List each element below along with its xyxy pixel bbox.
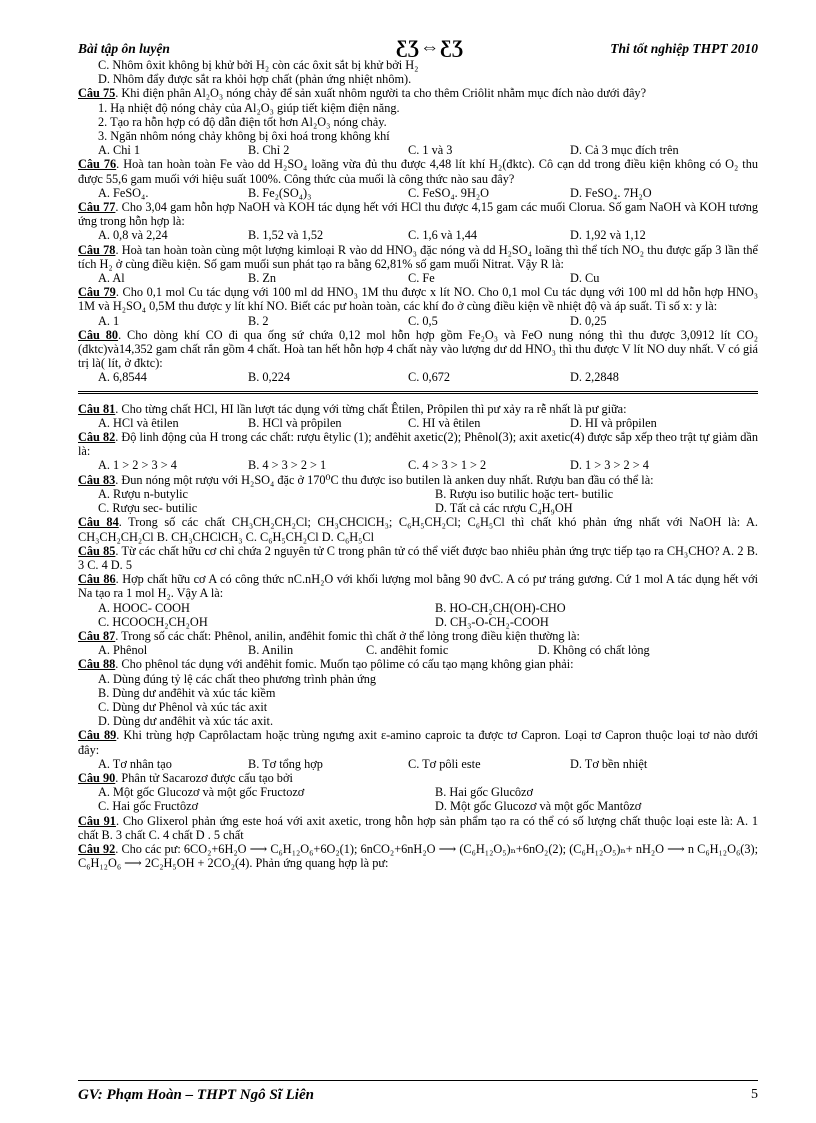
question-81: Câu 81. Cho từng chất HCl, HI lần lượt tác dụng với từng chất Êtilen, Prôpilen thì pư xảy ra rễ nhất là pư giữa:: [78, 401, 627, 416]
question-88: Câu 88. Cho phênol tác dụng với anđêhit fomic. Muốn tạo pôlime có cấu tạo mạng không gian phải:: [78, 657, 574, 672]
answer-row: A. 1 B. 2 C. 0,5 D. 0,25: [98, 313, 607, 328]
text-line: C. Nhôm ôxit không bị khử bởi H₂ còn các ôxit sắt bị khử bởi H₂: [98, 58, 419, 72]
answer-row: A. Tơ nhân tạo B. Tơ tổng hợp C. Tơ pôli este D. Tơ bền nhiệt: [98, 756, 648, 771]
question-89: Câu 89. Khi trùng hợp Caprôlactam hoặc trùng ngưng axit ε-amino caproic ta được tơ Capron. Loại tơ Capron thuộc loại tơ nào dưới đây:: [78, 728, 759, 757]
answer-row: A. Phênol B. Anilin C. anđêhit fomic D. Không có chất lỏng: [98, 643, 650, 658]
answer-row: A. Rượu n-butylic B. Rượu iso butilic hoặc tert- butilic: [98, 486, 614, 501]
section-divider: [78, 391, 758, 395]
question-92: Câu 92. Cho các pư: 6CO₂+6H₂O ⟶ C₆H₁₂O₆+6O₂(1); 6nCO₂+6nH₂O ⟶ (C₆H₁₂O₅)ₙ+6nO₂(2); (C₆H₁₂O₅)ₙ+ nH₂O ⟶ n C₆H₁₂O₆(3); C₆H₁₂O₆ ⟶ 2C₂H₅OH + 2CO₂(4). Phản ứng quang hợp là pư:: [78, 841, 758, 871]
page-header: [78, 37, 758, 58]
answer-row: A. 6,8544 B. 0,224 C. 0,672 D. 2,2848: [98, 370, 619, 385]
page-footer: [78, 1087, 758, 1107]
answer-row: C. Rượu sec- butilic D. Tất cả các rượu C₄H₉OH: [98, 501, 573, 516]
answer-row: C. HCOOCH₂CH₂OH D. CH₃-O-CH₂-COOH: [98, 614, 549, 629]
answer-row: A. HCl và êtilen B. HCl và prôpilen C. HI và êtilen D. HI và prôpilen: [98, 415, 657, 430]
answer-row: A. Chỉ 1 B. Chỉ 2 C. 1 và 3 D. Cả 3 mục đích trên: [98, 143, 679, 158]
answer-row: A. FeSO₄. B. Fe₂(SO₄)₃ C. FeSO₄. 9H₂O D. FeSO₄. 7H₂O: [98, 185, 652, 200]
question-79: Câu 79. Cho 0,1 mol Cu tác dụng với 100 ml dd HNO₃ 1M thu được x lít NO. Cho 0,1 mol Cu tác dụng với 100 ml dd hỗn hợp HNO₃ 1M và H₂SO₄ 0,5M thu được y lít khí NO. Biết các pư hoàn toàn, các khí đo ở cùng điều kiện về nhiệt độ và áp suất. Tỉ số x: y là:: [78, 285, 758, 314]
header-left: Bài tập ôn luyện: [78, 41, 170, 56]
header-ornament: ƸƷ⇔ƸƷ: [396, 37, 465, 58]
question-75: Câu 75. Khi điện phân Al₂O₃ nóng chảy để sản xuất nhôm người ta cho thêm Criôlit nhằm mục đích nào dưới đây?: [78, 86, 647, 101]
footer-rule: [78, 1080, 758, 1081]
question-76: Câu 76. Hoà tan hoàn toàn Fe vào dd H₂SO₄ loãng vừa đủ thu được 4,48 lít khí H₂(đktc). Cô cạn dd trong điều kiện không có O₂ thu được 55,6 gam muối với hiệu suất 100%. Công thức của muối là công thức nào sau đây?: [78, 157, 758, 186]
question-86: Câu 86. Hợp chất hữu cơ A có công thức nC.nH₂O với khối lượng mol bằng 90 đvC. A có pư tráng gương. Cứ 1 mol A tác dụng hết với Na tạo ra 1 mol H₂. Vậy A là:: [78, 572, 758, 601]
option-line: C. Dùng dư Phênol và xúc tác axit: [98, 699, 268, 714]
header-right: Thi tốt nghiệp THPT 2010: [610, 41, 758, 56]
question-83: Câu 83. Đun nóng một rượu với H₂SO₄ đặc ở 170⁰C thu được iso butilen là anken duy nhất. Rượu ban đầu có thể là:: [78, 472, 654, 487]
option-line: B. Dùng dư anđêhit và xúc tác kiềm: [98, 685, 276, 700]
page-number: 5: [751, 1087, 758, 1102]
question-84: Câu 84. Trong số các chất CH₃CH₂CH₂Cl; CH₃CHClCH₃; C₆H₅CH₂Cl; C₆H₅Cl thì chất khó phản ứng nhất với NaOH là: A. CH₃CH₂CH₂Cl B. CH₃CHClCH₃ C. C₆H₅CH₂Cl D. C₆H₅Cl: [78, 515, 759, 544]
question-82: Câu 82. Độ linh động của H trong các chất: rượu êtylic (1); anđêhit axetic(2); Phênol(3); axit axetic(4) được sắp xếp theo trật tự giảm dần là:: [78, 430, 758, 459]
question-78: Câu 78. Hoà tan hoàn toàn cùng một lượng kimloại R vào dd HNO₃ đặc nóng và dd H₂SO₄ loãng thì thể tích NO₂ thu được gấp 3 lần thể tích H₂ ở cùng điều kiện. Số gam muối sun phát tạo ra bằng 62,81% số gam muối Nitrat. Vậy R là:: [78, 242, 758, 271]
option-line: A. Dùng đúng tỷ lệ các chất theo phương trình phản ứng: [98, 671, 377, 686]
option-line: D. Dùng dư anđêhit và xúc tác axit.: [98, 714, 274, 729]
question-91: Câu 91. Cho Glixerol phản ứng este hoá với axit axetic, trong hỗn hợp sản phẩm tạo ra có thể có số lượng chất thuộc loại este là: A. 1 chất B. 3 chất C. 4 chất D . 5 chất: [78, 813, 758, 842]
answer-row: A. HOOC- COOH B. HO-CH₂CH(OH)-CHO: [98, 600, 566, 615]
question-80: Câu 80. Cho dòng khí CO đi qua ống sứ chứa 0,12 mol hỗn hợp gồm Fe₂O₃ và FeO nung nóng thì thu được 3,0912 lít CO₂ (đktc)và14,352 gam chất rắn gồm 4 chất. Hoà tan hết hỗn hợp 4 chất này vào lượng dư dd HNO₃ thì thu được V lít NO duy nhất. V có giá trị là( lít, ở đktc):: [78, 327, 758, 371]
answer-row: A. 0,8 và 2,24 B. 1,52 và 1,52 C. 1,6 và 1,44 D. 1,92 và 1,12: [98, 228, 646, 243]
question-87: Câu 87. Trong số các chất: Phênol, anilin, anđêhit fomic thì chất ở thể lỏng trong điều kiện thường là:: [78, 628, 580, 643]
footer-author: GV: Phạm Hoàn – THPT Ngô Sĩ Liên: [78, 1087, 314, 1103]
question-77: Câu 77. Cho 3,04 gam hỗn hợp NaOH và KOH tác dụng hết với HCl thu được 4,15 gam các muối Clorua. Số gam NaOH và KOH tương ứng trong hỗn hợp là:: [78, 200, 759, 229]
answer-row: A. Một gốc Glucozơ và một gốc Fructozơ B. Hai gốc Glucôzơ: [98, 785, 534, 800]
answer-row: A. Al B. Zn C. Fe D. Cu: [98, 271, 600, 286]
question-90: Câu 90. Phân tử Sacarozơ được cấu tạo bởi: [78, 770, 293, 785]
question-85: Câu 85. Từ các chất hữu cơ chỉ chứa 2 nguyên tử C trong phân tử có thể viết được bao nhiêu phản ứng trực tiếp tạo ra CH₃CHO? A. 2 B. 3 C. 4 D. 5: [78, 543, 758, 572]
answer-row: C. Hai gốc Fructôzơ D. Một gốc Glucozơ và một gốc Mantôzơ: [98, 799, 642, 814]
text-line: D. Nhôm đẩy được sắt ra khỏi hợp chất (phản ứng nhiệt nhôm).: [98, 72, 412, 87]
option-line: 2. Tạo ra hỗn hợp có độ dẫn điện tốt hơn Al₂O₃ nóng chảy.: [98, 114, 387, 129]
answer-row: A. 1 > 2 > 3 > 4 B. 4 > 3 > 2 > 1 C. 4 > 3 > 1 > 2 D. 1 > 3 > 2 > 4: [98, 458, 649, 473]
option-line: 1. Hạ nhiệt độ nóng chảy của Al₂O₃ giúp tiết kiệm điện năng.: [98, 100, 400, 115]
option-line: 3. Ngăn nhôm nóng chảy không bị ôxi hoá trong không khí: [98, 129, 390, 144]
document-body: [78, 58, 758, 870]
